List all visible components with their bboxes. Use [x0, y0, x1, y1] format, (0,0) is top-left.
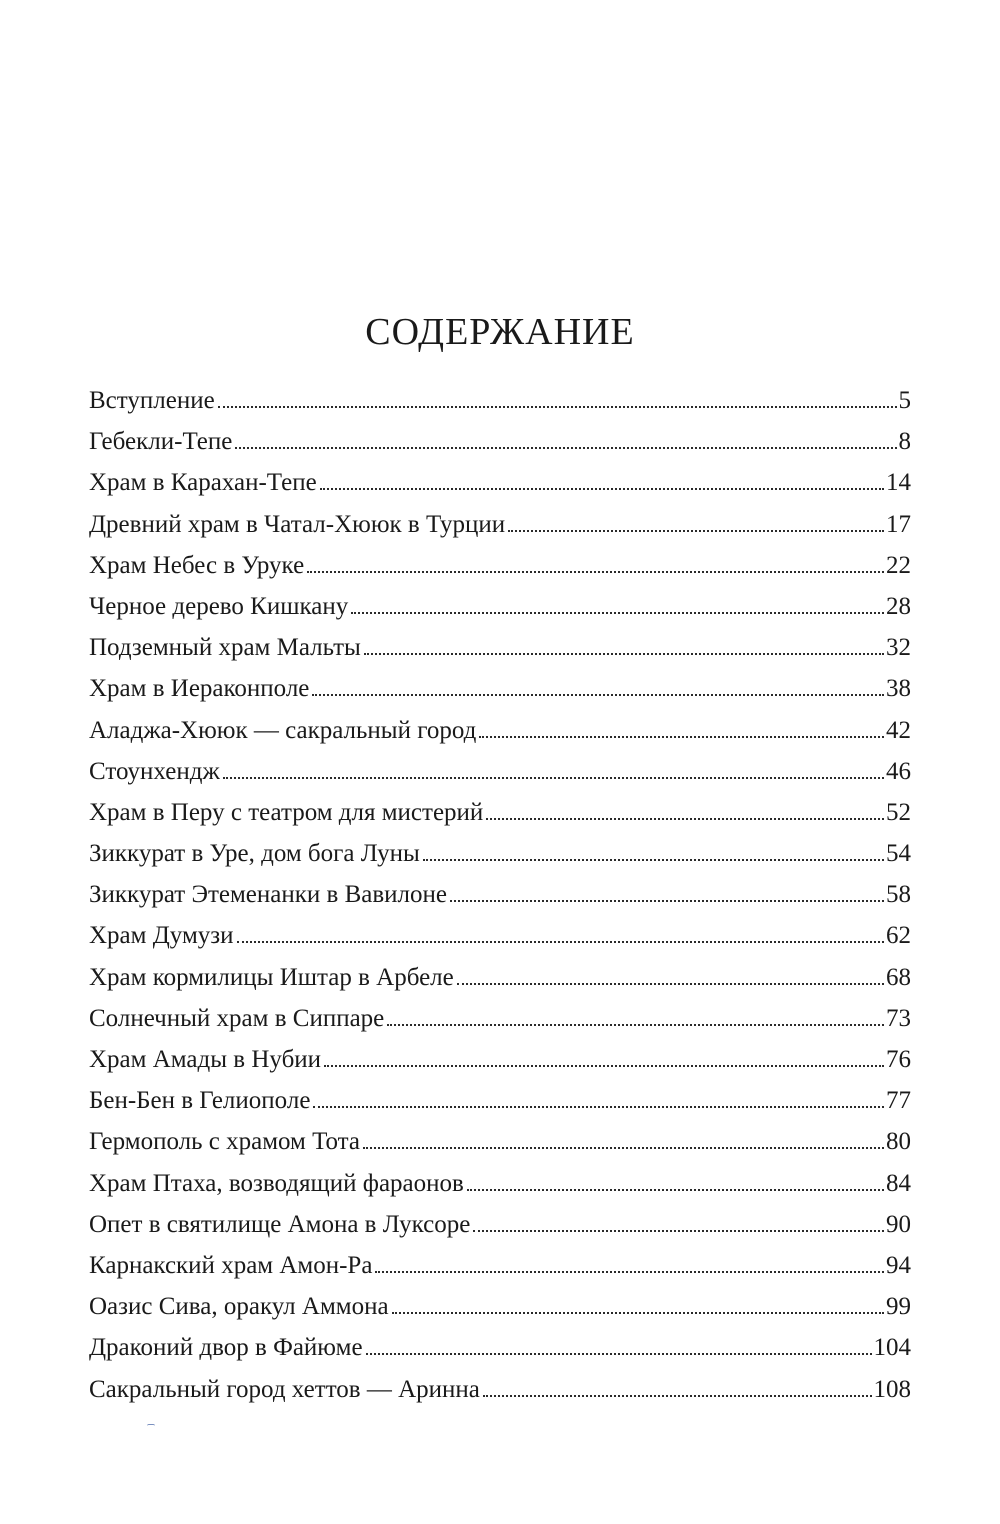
toc-entry-page-number: 99 [886, 1293, 911, 1321]
toc-entry-page-number: 42 [886, 716, 911, 744]
toc-entry [89, 833, 911, 874]
toc-entry [89, 998, 911, 1039]
toc-entry [89, 1369, 911, 1410]
toc-entry-page-number: 58 [886, 881, 911, 909]
dot-leader [324, 1065, 884, 1067]
toc-entry-title: Древний храм в Чатал-Хююк в Турции [89, 510, 506, 538]
toc-entry [89, 1245, 911, 1286]
toc-entry-title: Вступление [89, 387, 215, 414]
toc-entry-title: Храм Думузи [89, 922, 234, 950]
toc-entry [89, 627, 911, 668]
dot-leader [312, 694, 884, 696]
toc-entry-title: Подземный храм Мальты [89, 634, 361, 662]
toc-entry-title: Аладжа-Хююк — сакральный город [89, 716, 477, 744]
toc-entry-title: Стоунхендж [89, 757, 220, 785]
toc-entry-page-number: 8 [898, 428, 911, 456]
toc-entry [89, 504, 911, 545]
dot-leader [218, 406, 897, 408]
toc-entry-page-number: 14 [886, 469, 911, 497]
dot-leader [479, 736, 884, 738]
dot-leader [366, 1353, 872, 1355]
ink-mark [147, 1424, 155, 1428]
toc-entry-page-number: 108 [873, 1375, 911, 1403]
dot-leader [508, 530, 884, 532]
toc-entry-page-number: 54 [886, 840, 911, 868]
toc-entry [89, 545, 911, 586]
toc-entry-page-number: 84 [886, 1169, 911, 1197]
toc-entry [89, 751, 911, 792]
dot-leader [237, 941, 884, 943]
dot-leader [351, 612, 884, 614]
toc-entry [89, 668, 911, 709]
toc-entry [89, 957, 911, 998]
dot-leader [483, 1395, 872, 1397]
toc-entry-page-number: 94 [886, 1251, 911, 1279]
toc-entry [89, 421, 911, 462]
toc-entry-title: Храм Птаха, возводящий фараонов [89, 1169, 464, 1197]
toc-entry-title: Оазис Сива, оракул Аммона [89, 1293, 389, 1321]
toc-entry [89, 874, 911, 915]
dot-leader [375, 1271, 884, 1273]
dot-leader [364, 653, 884, 655]
toc-entry-title: Храм Амады в Нубии [89, 1046, 322, 1073]
toc-entry [89, 710, 911, 751]
dot-leader [486, 818, 884, 820]
dot-leader [423, 859, 884, 861]
toc-entry-title: Зиккурат Этеменанки в Вавилоне [89, 881, 447, 909]
toc-entry-page-number: 17 [886, 510, 911, 538]
dot-leader [450, 900, 884, 902]
dot-leader [307, 571, 884, 573]
toc-entry-page-number: 90 [886, 1210, 911, 1238]
toc-entry-title: Карнакский храм Амон-Ра [89, 1251, 373, 1279]
toc-entry [89, 380, 911, 421]
dot-leader [387, 1024, 884, 1026]
toc-entry [89, 1204, 911, 1245]
toc-entry-page-number: 28 [886, 592, 911, 620]
toc-entry-title: Гермополь с храмом Тота [89, 1128, 361, 1156]
toc-entry [89, 1039, 911, 1080]
dot-leader [223, 777, 884, 779]
toc-entry [89, 1121, 911, 1162]
toc-entry-page-number: 5 [898, 387, 911, 414]
toc-entry-title: Драконий двор в Файюме [89, 1334, 363, 1362]
dot-leader [313, 1106, 884, 1108]
toc-entry [89, 1286, 911, 1327]
table-of-contents [89, 380, 911, 1410]
toc-entry-title: Храм Небес в Уруке [89, 551, 305, 579]
toc-entry-title: Храм кормилицы Иштар в Арбеле [89, 963, 454, 991]
dot-leader [467, 1189, 884, 1191]
dot-leader [363, 1147, 884, 1149]
toc-entry-page-number: 52 [886, 798, 911, 826]
toc-entry [89, 462, 911, 503]
toc-entry [89, 1163, 911, 1204]
toc-entry-page-number: 68 [886, 963, 911, 991]
toc-entry-title: Бен-Бен в Гелиополе [89, 1087, 311, 1115]
page-title: СОДЕРЖАНИЕ [365, 311, 635, 353]
dot-leader [473, 1230, 884, 1232]
toc-entry-title: Храм в Карахан-Тепе [89, 469, 317, 497]
toc-entry-page-number: 22 [886, 551, 911, 579]
toc-entry-page-number: 62 [886, 922, 911, 950]
toc-entry-title: Храм в Иераконполе [89, 675, 310, 703]
toc-entry-page-number: 76 [886, 1046, 911, 1073]
toc-entry-title: Солнечный храм в Сиппаре [89, 1004, 385, 1032]
dot-leader [235, 447, 896, 449]
dot-leader [457, 983, 884, 985]
dot-leader [392, 1312, 884, 1314]
toc-entry-title: Сакральный город хеттов — Аринна [89, 1375, 480, 1403]
toc-entry-title: Черное дерево Кишкану [89, 592, 349, 620]
toc-entry [89, 1327, 911, 1368]
toc-entry-page-number: 73 [886, 1004, 911, 1032]
toc-entry-page-number: 46 [886, 757, 911, 785]
toc-entry [89, 1080, 911, 1121]
toc-entry-page-number: 80 [886, 1128, 911, 1156]
toc-entry-page-number: 32 [886, 634, 911, 662]
toc-entry-title: Гебекли-Тепе [89, 428, 233, 456]
toc-entry-title: Опет в святилище Амона в Луксоре [89, 1210, 471, 1238]
toc-entry-page-number: 104 [873, 1334, 911, 1362]
toc-entry [89, 792, 911, 833]
toc-entry [89, 586, 911, 627]
toc-entry-title: Зиккурат в Уре, дом бога Луны [89, 840, 420, 868]
toc-entry [89, 915, 911, 956]
dot-leader [320, 488, 884, 490]
toc-entry-page-number: 77 [886, 1087, 911, 1115]
toc-entry-page-number: 38 [886, 675, 911, 703]
toc-entry-title: Храм в Перу с театром для мистерий [89, 798, 484, 826]
